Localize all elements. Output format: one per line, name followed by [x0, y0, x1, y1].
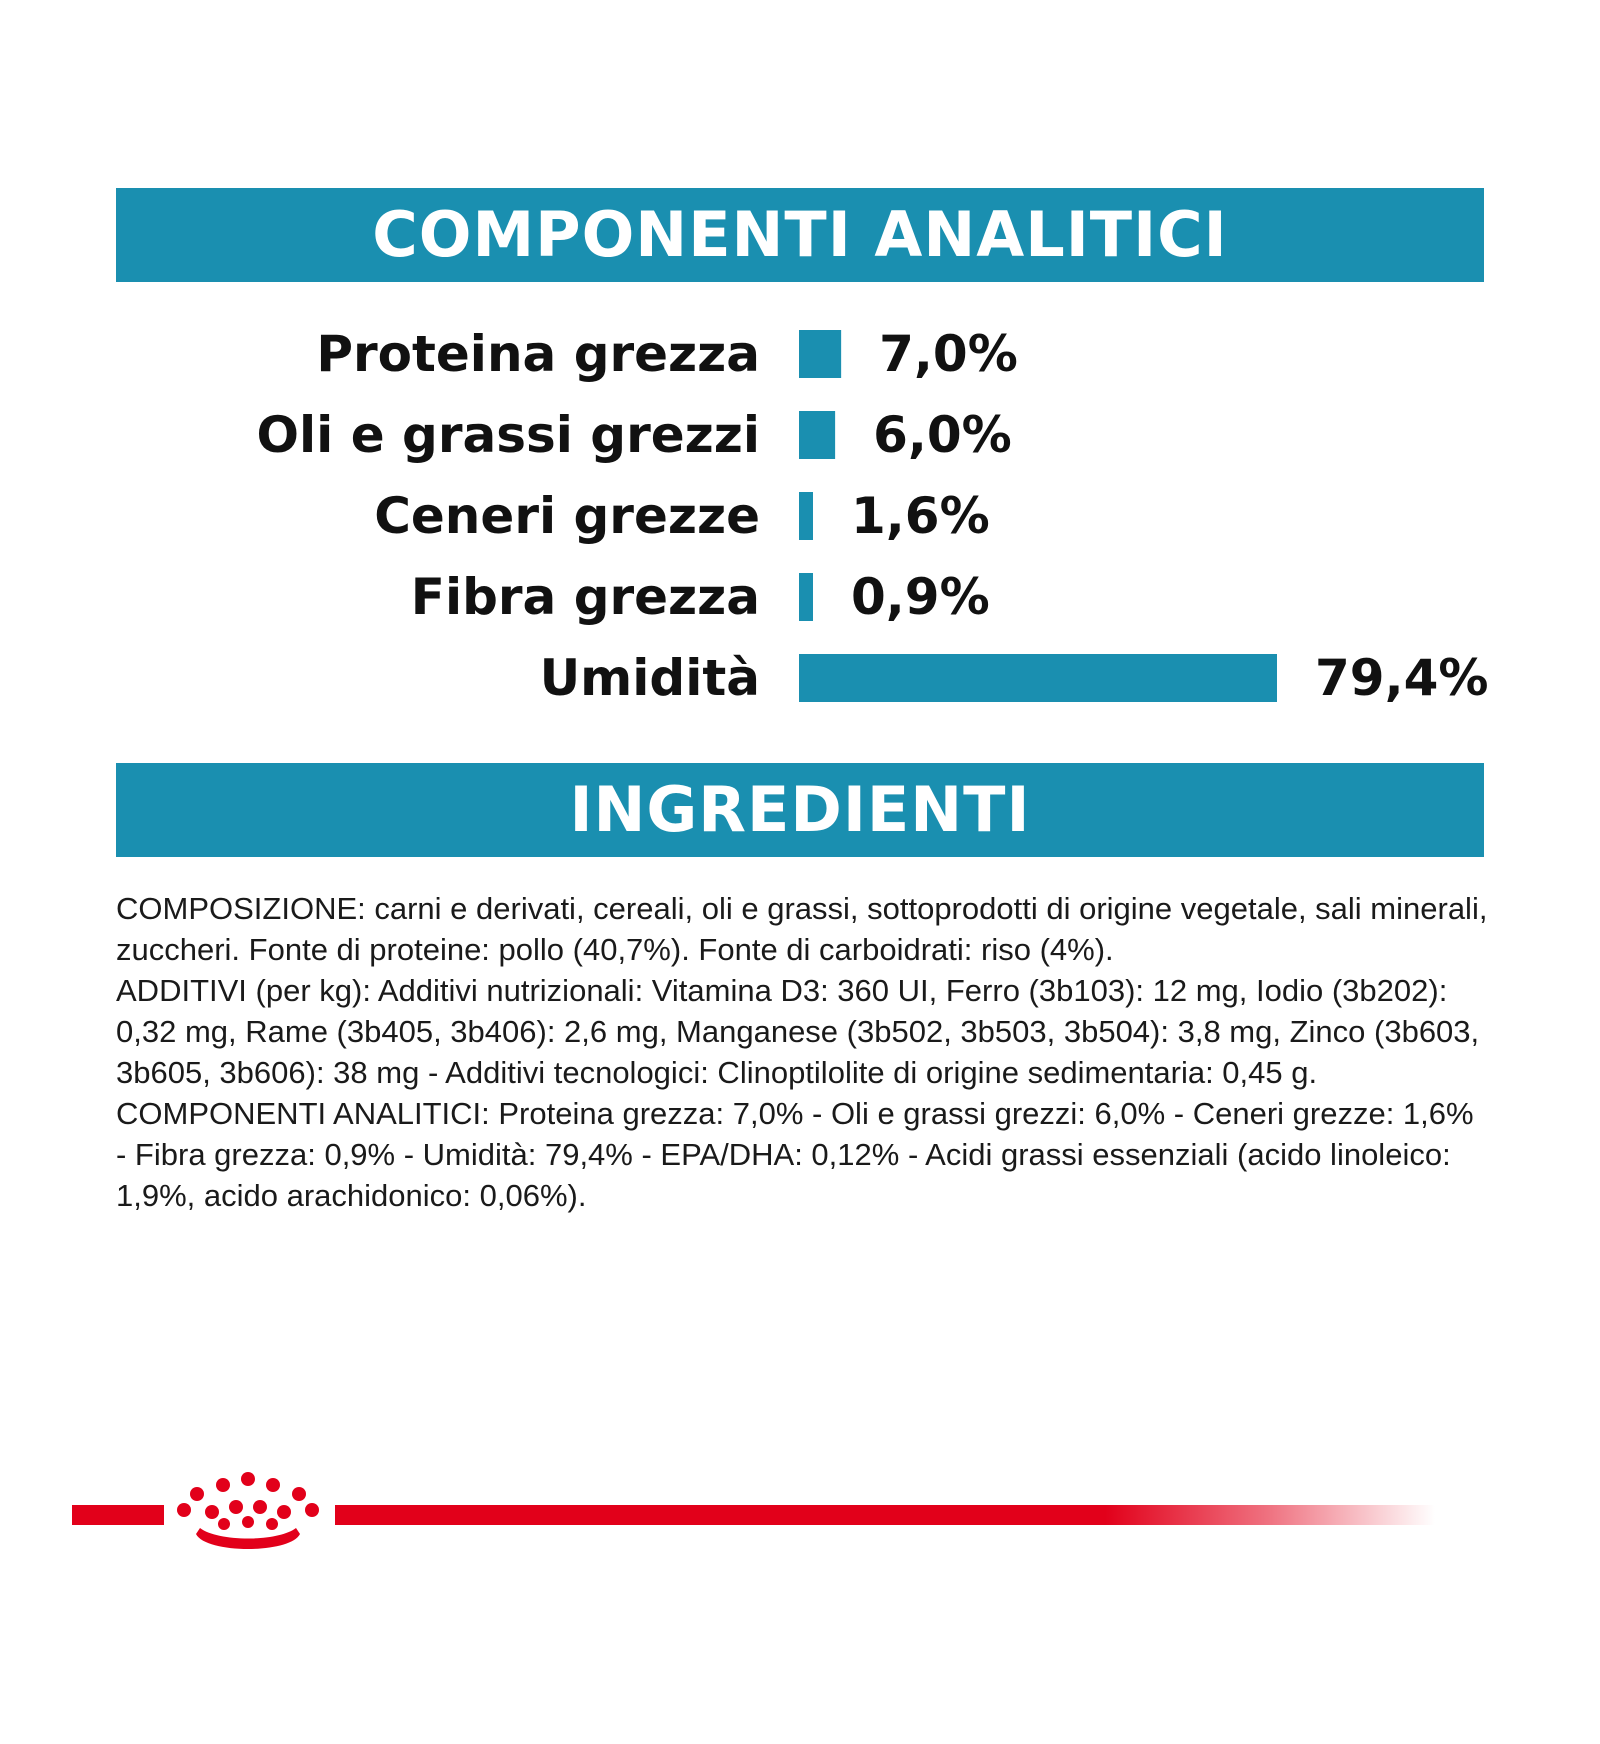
- composition-paragraph: COMPOSIZIONE: carni e derivati, cereali, oli e grassi, sottoprodotti di origine vegetale, sali minerali, zuccheri. Fonte di proteine: pollo (40,7%). Fonte di carboidrati: riso (4%).: [116, 891, 1488, 967]
- category-label: Fibra grezza: [410, 568, 760, 626]
- value-label: 7,0%: [879, 325, 1018, 383]
- bar: [799, 654, 1277, 702]
- value-label: 79,4%: [1315, 649, 1489, 707]
- crown-icon: [172, 1470, 324, 1562]
- analytical-paragraph: COMPONENTI ANALITICI: Proteina grezza: 7,0% - Oli e grassi grezzi: 6,0% - Ceneri grezze: 1,6% - Fibra grezza: 0,9% - Umidità: 79,4% - EPA/DHA: 0,12% - Acidi grassi essenziali (acido linoleico: 1,9%, acido arachidonico: 0,06%).: [116, 1096, 1474, 1213]
- bar: [799, 411, 835, 459]
- analytics-bar-chart: [0, 0, 1600, 760]
- value-label: 0,9%: [851, 568, 990, 626]
- value-label: 1,6%: [851, 487, 990, 545]
- category-label: Ceneri grezze: [374, 487, 760, 545]
- bar: [799, 492, 813, 540]
- category-label: Proteina grezza: [316, 325, 760, 383]
- ingredients-title: INGREDIENTI: [569, 773, 1031, 846]
- ingredients-text: [116, 888, 1488, 1216]
- analytics-title: COMPONENTI ANALITICI: [372, 198, 1228, 271]
- value-label: 6,0%: [873, 406, 1012, 464]
- bar: [799, 330, 841, 378]
- bar: [799, 573, 813, 621]
- additives-paragraph: ADDITIVI (per kg): Additivi nutrizionali: Vitamina D3: 360 UI, Ferro (3b103): 12 mg, Iodio (3b202): 0,32 mg, Rame (3b405, 3b406): 2,6 mg, Manganese (3b502, 3b503, 3b504): 3,8 mg, Zinco (3b603, 3b605, 3b606): 38 mg - Additivi tecnologici: Clinoptilolite di origine sedimentaria: 0,45 g.: [116, 973, 1480, 1090]
- brand-stripe-left: [72, 1505, 164, 1525]
- category-label: Oli e grassi grezzi: [256, 406, 760, 464]
- ingredients-banner: [116, 763, 1484, 857]
- category-label: Umidità: [539, 649, 760, 707]
- brand-stripe-right: [335, 1505, 1435, 1525]
